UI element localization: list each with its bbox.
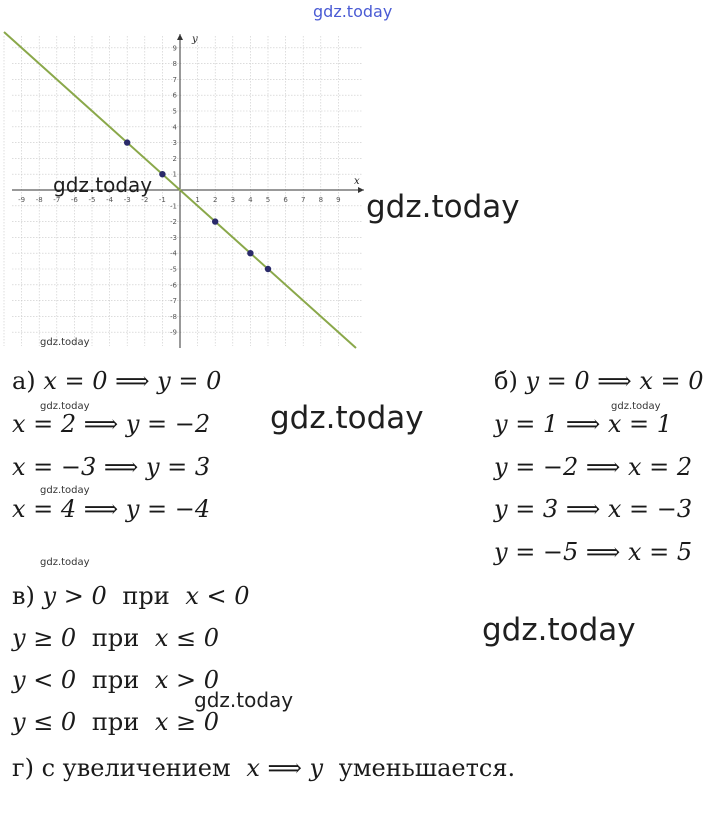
block-v-lhs-1: y > 0 [42,582,107,610]
y-tick-label: -8 [170,312,177,321]
block-a-expr-4: x = 4 ⟹ y = −4 [12,495,211,523]
x-tick-label: 1 [195,196,200,204]
block-a-label: а) [12,367,36,395]
y-tick-label: 9 [172,44,177,53]
y-tick-label: -4 [170,249,177,258]
block-b-expr-4: y = 3 ⟹ x = −3 [494,495,693,523]
block-v-word-1: при [122,582,170,610]
y-tick-label: 5 [172,107,177,116]
y-axis-label: y [192,34,198,45]
x-tick-label: 3 [230,196,236,204]
watermark-block-v-mid: gdz.today [194,688,294,712]
x-tick-label: -4 [106,196,114,204]
y-tick-label: 4 [172,123,177,132]
x-tick-label: -7 [53,196,61,204]
x-tick-label: 5 [265,196,271,204]
x-tick-label: -3 [123,196,131,204]
y-tick-label: 2 [172,154,177,163]
y-tick-label: -5 [170,265,177,274]
block-v-lhs-3: y < 0 [12,666,77,694]
block-g-suffix: уменьшается. [338,754,516,782]
block-b-expr-3: y = −2 ⟹ x = 2 [494,453,693,481]
block-v-line-1 [12,582,250,610]
watermark-graph-overlay: gdz.today [53,173,153,197]
watermark-block-a-small-2: gdz.today [40,485,90,496]
x-axis-arrow [358,187,364,193]
block-b-expr-1: y = 0 ⟹ x = 0 [525,367,704,395]
block-b-expr-5: y = −5 ⟹ x = 5 [494,538,693,566]
data-point [265,266,271,272]
x-axis-label: x [354,176,360,187]
block-a-expr-3: x = −3 ⟹ y = 3 [12,453,211,481]
block-b-label: б) [494,367,518,395]
y-tick-label: 3 [172,139,177,148]
y-tick-label: 1 [172,170,177,179]
x-tick-label: 4 [248,196,253,204]
watermark-block-a-small: gdz.today [40,401,90,412]
block-v-lhs-4: y ≤ 0 [12,708,77,736]
y-axis-arrow [177,34,183,40]
watermark-graph-bottom: gdz.today [40,337,90,348]
y-tick-label: 8 [172,60,177,69]
block-g-prefix: с увеличением [41,754,231,782]
block-a-expr-1: x = 0 ⟹ y = 0 [43,367,222,395]
block-v-rhs-1: x < 0 [185,582,250,610]
y-tick-label: -3 [170,233,177,242]
y-tick-label: -9 [170,328,177,337]
y-tick-label: -7 [170,297,177,306]
watermark-before-v-small: gdz.today [40,557,90,568]
block-g-label: г) [12,754,34,782]
y-tick-label: 7 [172,75,177,84]
x-tick-label: 9 [336,196,341,204]
x-tick-label: -8 [35,196,43,204]
block-v-line-2 [12,624,219,652]
x-tick-label: -6 [70,196,78,204]
x-tick-label: -9 [18,196,26,204]
block-a-expr-2: x = 2 ⟹ y = −2 [12,410,211,438]
block-v-rhs-4: x ≥ 0 [154,708,220,736]
block-v-line-3 [12,666,219,694]
y-tick-label: 6 [172,91,177,100]
x-tick-label: 8 [318,196,324,204]
x-tick-label: 7 [300,196,306,204]
block-v-rhs-2: x ≤ 0 [154,624,220,652]
data-point [159,171,165,177]
y-tick-label: -2 [170,218,177,227]
y-tick-label: -1 [170,202,177,211]
block-g-expr: x ⟹ y [246,754,324,782]
watermark-right-of-graph: gdz.today [366,189,520,225]
block-a-line-1 [12,367,221,395]
block-b-expr-2: y = 1 ⟹ x = 1 [494,410,673,438]
data-point [212,218,218,224]
watermark-top: gdz.today [313,2,393,21]
x-tick-label: -1 [158,196,166,204]
block-b-line-1 [494,367,703,395]
block-v-word-4: при [91,708,140,736]
x-tick-label: -2 [141,196,149,204]
block-g-line [12,754,515,782]
x-tick-label: -5 [88,196,96,204]
block-v-label: в) [12,582,35,610]
block-v-lhs-2: y ≥ 0 [12,624,77,652]
data-point [124,139,130,145]
block-v-rhs-3: x > 0 [154,666,220,694]
block-v-word-3: при [91,666,140,694]
data-point [247,250,253,256]
y-tick-label: -6 [170,281,177,290]
watermark-block-b-small: gdz.today [611,401,661,412]
watermark-block-v-right: gdz.today [482,612,636,648]
block-v-word-2: при [91,624,140,652]
watermark-block-a-big: gdz.today [270,400,424,436]
block-v-line-4 [12,708,219,736]
x-tick-label: 2 [212,196,218,204]
x-tick-label: 6 [283,196,288,204]
